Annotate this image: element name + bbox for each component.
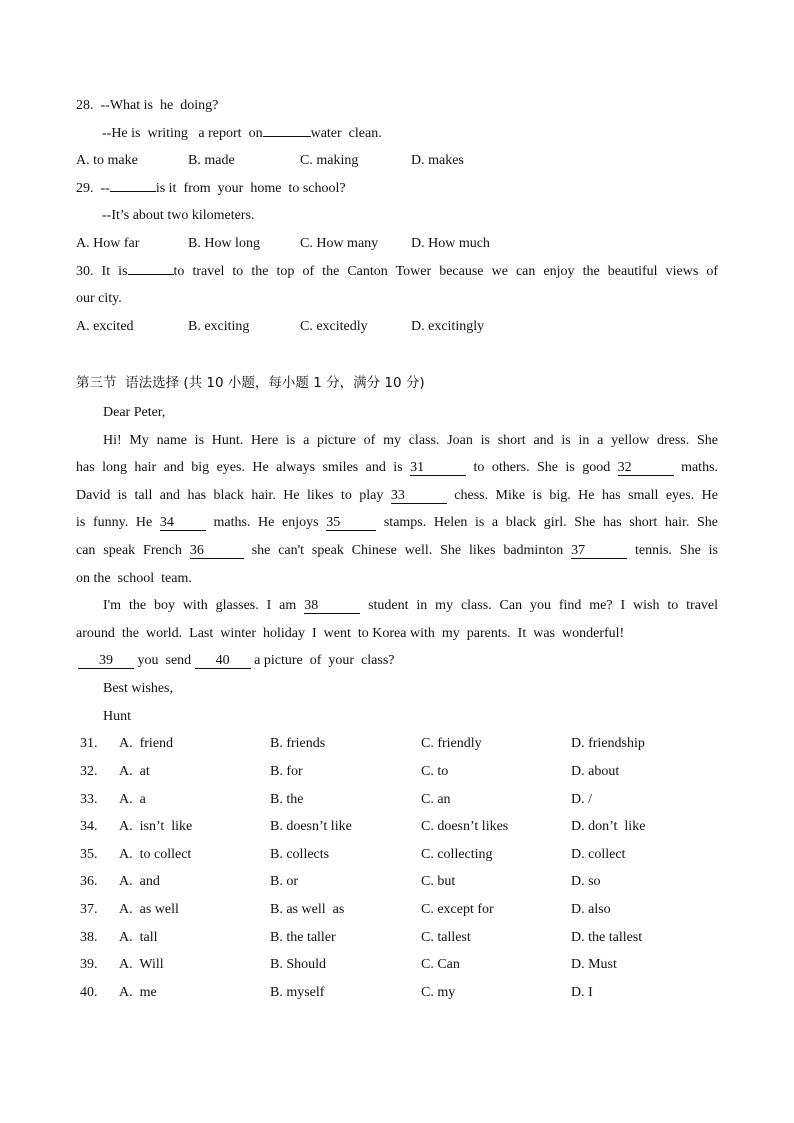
q30-stem-post: to travel to the top of the Canton Tower because we can enjoy the beautiful views of	[173, 264, 718, 279]
q29-stem-pre: 29. --	[76, 181, 110, 196]
letter-p1-line6: on the school team.	[76, 571, 192, 586]
choice-c: C. doesn’t likes	[421, 819, 509, 834]
blank-35: 35	[326, 516, 376, 531]
letter-p2-line2: around the world. Last winter holiday I went to Korea with my parents. It was wonderful!	[76, 626, 625, 641]
letter-p2-line1	[103, 597, 718, 615]
choice-d: D. friendship	[571, 736, 645, 751]
choice-a: A. a	[119, 792, 146, 807]
choice-a: A. tall	[119, 930, 158, 945]
letter-text: student in my class. Can you find me? I wish to travel	[368, 598, 719, 613]
letter-text: David is tall and has black hair. He likes to play	[76, 488, 384, 503]
choice-a: A. as well	[119, 902, 179, 917]
q29-option-b: B. How long	[188, 236, 260, 251]
letter-text: can speak French	[76, 543, 182, 558]
blank-34: 34	[160, 516, 206, 531]
choice-b: B. the	[270, 792, 304, 807]
choice-c: C. collecting	[421, 847, 493, 862]
q30-option-d: D. excitingly	[411, 319, 485, 334]
choice-number: 36.	[80, 874, 98, 889]
choice-a: A. friend	[119, 736, 174, 751]
q29-stem-post: is it from your home to school?	[155, 181, 346, 196]
blank-37: 37	[571, 544, 627, 559]
choice-d: D. /	[571, 792, 592, 807]
blank-31: 31	[410, 461, 466, 476]
q30-stem-cont: our city.	[76, 291, 122, 306]
letter-p1-line1: Hi! My name is Hunt. Here is a picture of my class. Joan is short and is in a yellow dress. She	[103, 433, 718, 448]
choice-a: A. and	[119, 874, 160, 889]
blank-32: 32	[618, 461, 674, 476]
choice-c: C. to	[421, 764, 449, 779]
choice-c: C. except for	[421, 902, 494, 917]
letter-text: has long hair and big eyes. He always smiles and is	[76, 460, 403, 475]
choice-number: 38.	[80, 930, 98, 945]
choice-c: C. Can	[421, 957, 460, 972]
q29-answer: --It’s about two kilometers.	[102, 208, 255, 223]
q29-option-d: D. How much	[411, 236, 490, 251]
letter-p1-line3	[76, 487, 718, 505]
q28-option-a: A. to make	[76, 153, 138, 168]
letter-p1-line2	[76, 459, 718, 477]
choice-b: B. myself	[270, 985, 325, 1000]
letter-signature: Hunt	[103, 709, 131, 724]
letter-p1-line4	[76, 514, 718, 532]
q28-stem: 28. --What is he doing?	[76, 98, 219, 113]
choice-c: C. friendly	[421, 736, 482, 751]
letter-text: to others. She is good	[473, 460, 611, 475]
letter-closing: Best wishes,	[103, 681, 173, 696]
q28-option-b: B. made	[188, 153, 235, 168]
choice-d: D. about	[571, 764, 620, 779]
q28-answer	[102, 125, 382, 143]
q29-option-c: C. How many	[300, 236, 379, 251]
letter-text: she can't speak Chinese well. She likes badminton	[251, 543, 564, 558]
choice-number: 34.	[80, 819, 98, 834]
blank-36: 36	[190, 544, 244, 559]
blank-39: 39	[78, 654, 134, 669]
q30-stem-pre: 30. It is	[76, 264, 128, 279]
choice-d: D. don’t like	[571, 819, 646, 834]
choice-b: B. as well as	[270, 902, 345, 917]
letter-text: I'm the boy with glasses. I am	[103, 598, 297, 613]
choice-b: B. friends	[270, 736, 326, 751]
choice-number: 32.	[80, 764, 98, 779]
letter-text: maths. He enjoys	[213, 515, 319, 530]
blank-33: 33	[391, 489, 447, 504]
q29-stem	[76, 180, 346, 198]
letter-text: stamps. Helen is a black girl. She has short hair. She	[383, 515, 719, 530]
choice-a: A. isn’t like	[119, 819, 193, 834]
blank-38: 38	[304, 599, 360, 614]
letter-greeting: Dear Peter,	[103, 405, 166, 420]
q29-blank	[110, 191, 156, 192]
choice-d: D. Must	[571, 957, 617, 972]
q30-blank	[128, 274, 174, 275]
letter-p1-line5	[76, 542, 718, 560]
letter-text: chess. Mike is big. He has small eyes. He	[454, 488, 718, 503]
letter-text: you send	[137, 653, 192, 668]
section-title: 第三节 语法选择 (共 10 小题，每小题 1 分，满分 10 分)	[76, 375, 425, 391]
choice-number: 40.	[80, 985, 98, 1000]
choice-c: C. my	[421, 985, 456, 1000]
choice-a: A. to collect	[119, 847, 192, 862]
choice-a: A. Will	[119, 957, 164, 972]
choice-d: D. collect	[571, 847, 626, 862]
choice-b: B. Should	[270, 957, 327, 972]
choice-c: C. tallest	[421, 930, 471, 945]
choice-number: 31.	[80, 736, 98, 751]
q30-option-a: A. excited	[76, 319, 134, 334]
choice-number: 35.	[80, 847, 98, 862]
blank-40: 40	[195, 654, 251, 669]
q30-option-c: C. excitedly	[300, 319, 368, 334]
letter-text: a picture of your class?	[254, 653, 395, 668]
choice-number: 37.	[80, 902, 98, 917]
choice-b: B. or	[270, 874, 298, 889]
letter-p2-line3	[78, 652, 395, 670]
letter-text: tennis. She is	[634, 543, 718, 558]
letter-text: maths.	[681, 460, 719, 475]
choice-c: C. but	[421, 874, 456, 889]
choice-b: B. collects	[270, 847, 330, 862]
choice-d: D. I	[571, 985, 593, 1000]
choice-c: C. an	[421, 792, 451, 807]
q29-option-a: A. How far	[76, 236, 140, 251]
choice-d: D. the tallest	[571, 930, 643, 945]
q30-stem	[76, 263, 718, 281]
choice-a: A. me	[119, 985, 157, 1000]
choice-b: B. the taller	[270, 930, 336, 945]
choice-number: 39.	[80, 957, 98, 972]
q28-option-c: C. making	[300, 153, 359, 168]
q28-blank	[263, 136, 311, 137]
q28-answer-post: water clean.	[310, 126, 382, 141]
letter-text: is funny. He	[76, 515, 153, 530]
choice-b: B. doesn’t like	[270, 819, 352, 834]
q30-option-b: B. exciting	[188, 319, 250, 334]
q28-option-d: D. makes	[411, 153, 464, 168]
choice-a: A. at	[119, 764, 150, 779]
choice-d: D. also	[571, 902, 611, 917]
q28-answer-pre: --He is writing a report on	[102, 126, 263, 141]
choice-number: 33.	[80, 792, 98, 807]
choice-b: B. for	[270, 764, 303, 779]
choice-d: D. so	[571, 874, 601, 889]
